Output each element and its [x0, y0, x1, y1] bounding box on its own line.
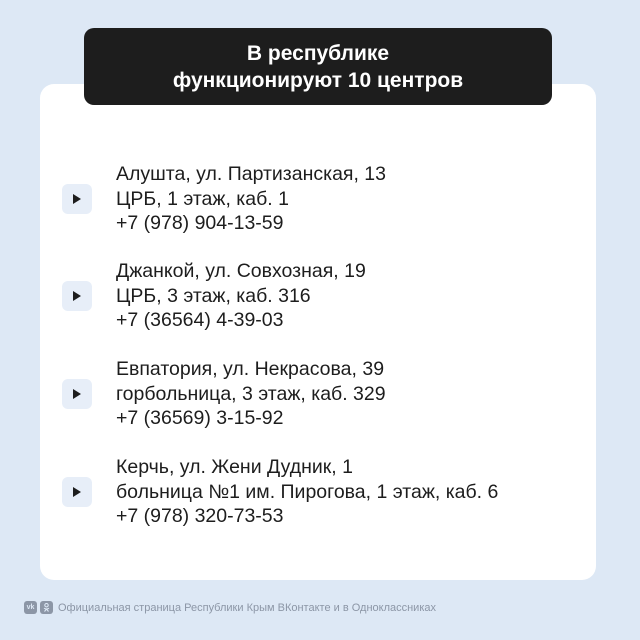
footer — [24, 601, 436, 614]
play-button[interactable] — [62, 379, 92, 409]
entry-phone: +7 (36569) 3-15-92 — [116, 407, 284, 429]
center-entry-evpatoriya — [62, 357, 386, 431]
center-entry-kerch — [62, 455, 498, 529]
entry-location: горбольница, 3 этаж, каб. 329 — [116, 382, 386, 405]
play-button[interactable] — [62, 281, 92, 311]
center-entry-alushta — [62, 162, 386, 236]
play-button[interactable] — [62, 184, 92, 214]
odnoklassniki-icon[interactable] — [40, 601, 53, 614]
entry-address: Джанкой, ул. Совхозная, 19 — [116, 260, 366, 282]
header-title — [84, 28, 552, 105]
entry-address: Алушта, ул. Партизанская, 13 — [116, 163, 387, 185]
entry-text — [116, 455, 498, 529]
play-icon — [72, 193, 82, 205]
footer-text: Официальная страница Республики Крым ВКонтакте и в Одноклассниках — [58, 601, 437, 614]
center-entry-dzhankoy — [62, 259, 366, 333]
play-icon — [72, 290, 82, 302]
entry-text — [116, 259, 366, 333]
entry-location: ЦРБ, 3 этаж, каб. 316 — [116, 284, 311, 307]
vk-icon[interactable]: vk — [24, 601, 37, 614]
entry-phone: +7 (978) 904-13-59 — [116, 212, 284, 234]
entry-phone: +7 (36564) 4-39-03 — [116, 309, 284, 331]
entry-phone: +7 (978) 320-73-53 — [116, 505, 284, 527]
entry-address: Керчь, ул. Жени Дудник, 1 — [116, 456, 353, 478]
entry-text — [116, 162, 386, 236]
play-icon — [72, 486, 82, 498]
play-icon — [72, 388, 82, 400]
entry-text — [116, 357, 386, 431]
entry-location: ЦРБ, 1 этаж, каб. 1 — [116, 187, 289, 210]
header-title-line-2: функционируют 10 центров — [172, 68, 464, 92]
header-title-line-1: В республике — [246, 41, 390, 65]
entry-address: Евпатория, ул. Некрасова, 39 — [116, 358, 385, 380]
play-button[interactable] — [62, 477, 92, 507]
entry-location: больница №1 им. Пирогова, 1 этаж, каб. 6 — [116, 480, 499, 503]
